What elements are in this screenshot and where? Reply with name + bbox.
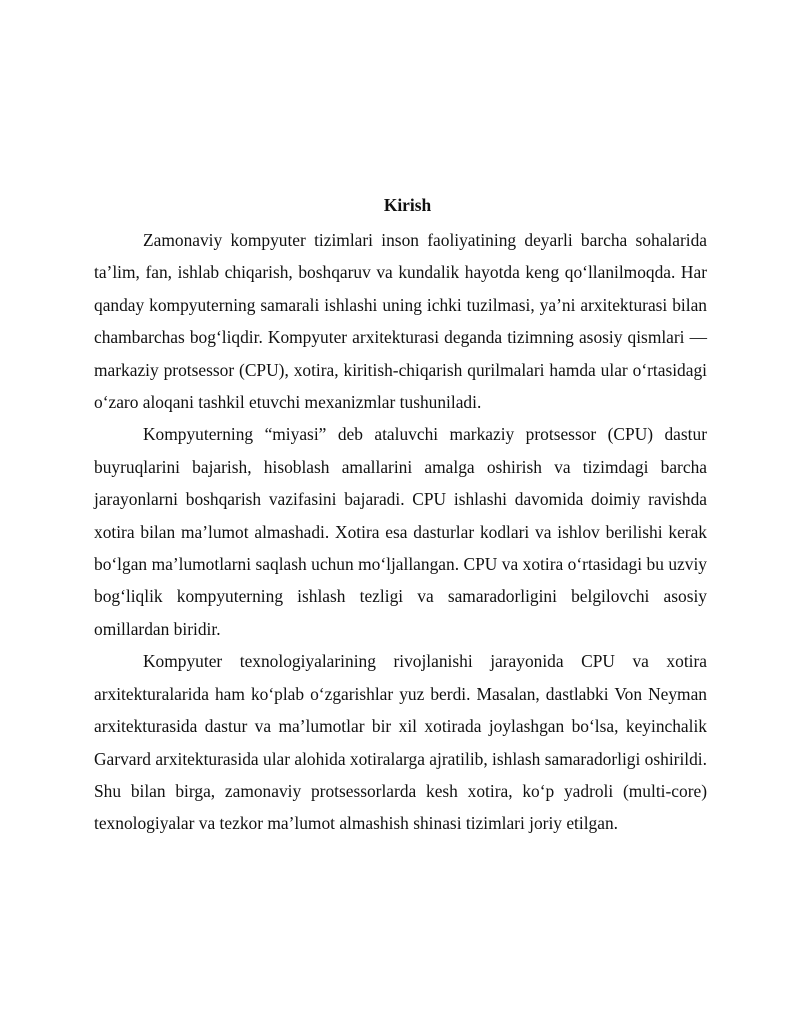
paragraph-3: Kompyuter texnologiyalarining rivojlanishi jarayonida CPU va xotira arxitekturalarida ham ko‘plab o‘zgarishlar yuz berdi. Masalan, dastlabki Von Neyman arxitekturasida dastur va ma’lumotlar bir xil xotirada joylashgan bo‘lsa, keyinchalik Garvard arxitekturasida ular alohida xotiralarga ajratilib, ishlash samaradorligi oshirildi. Shu bilan birga, zamonaviy protsessorlarda kesh xotira, ko‘p yadroli (multi-core) texnologiyalar va tezkor ma’lumot almashish shinasi tizimlari joriy etilgan. [94,651,707,834]
paragraph-2: Kompyuterning “miyasi” deb ataluvchi markaziy protsessor (CPU) dastur buyruqlarini bajarish, hisoblash amallarini amalga oshirish va tizimdagi barcha jarayonlarni boshqarish vazifasini bajaradi. CPU ishlashi davomida doimiy ravishda xotira bilan ma’lumot almashadi. Xotira esa dasturlar kodlari va ishlov berilishi kerak bo‘lgan ma’lumotlarni saqlash uchun mo‘ljallangan. CPU va xotira o‘rtasidagi bu uzviy bog‘liqlik kompyuterning ishlash tezligi va samaradorligini belgilovchi asosiy omillardan biridir. [94,424,707,639]
section-title: Kirish [383,195,432,215]
paragraph-1: Zamonaviy kompyuter tizimlari inson faoliyatining deyarli barcha sohalarida ta’lim, fan, ishlab chiqarish, boshqaruv va kundalik hayotda keng qo‘llanilmoqda. Har qanday kompyuterning samarali ishlashi uning ichki tuzilmasi, ya’ni arxitekturasi bilan chambarchas bog‘liqdir. Kompyuter arxitekturasi deganda tizimning asosiy qismlari — markaziy protsessor (CPU), xotira, kiritish-chiqarish qurilmalari hamda ular o‘rtasidagi o‘zaro aloqani tashkil etuvchi mexanizmlar tushuniladi. [94,230,707,413]
document-body [94,188,707,840]
